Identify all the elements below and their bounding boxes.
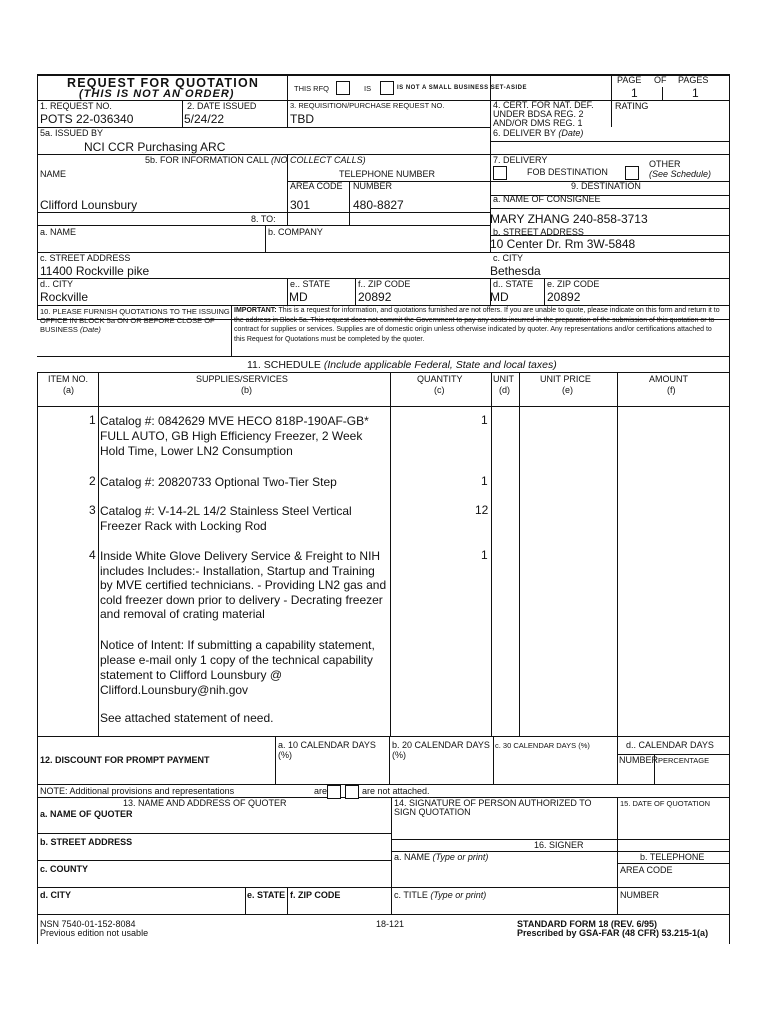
discount-20-pct: (%) — [392, 750, 406, 760]
see-schedule-label: (See Schedule) — [649, 169, 712, 179]
deliver-by-label: 6. DELIVER BY (Date) — [493, 128, 584, 138]
provisions-are-checkbox[interactable] — [327, 785, 341, 799]
quoter-street-label: b. STREET ADDRESS — [40, 837, 133, 847]
to-zip-value: 20892 — [358, 290, 392, 304]
item-no: 2 — [89, 474, 96, 488]
requisition-value: TBD — [290, 112, 314, 126]
item-quantity: 1 — [481, 413, 488, 427]
set-aside-checkbox[interactable] — [336, 81, 350, 95]
item-no: 4 — [89, 548, 96, 562]
to-name-label: a. NAME — [40, 227, 77, 237]
signer-label: 16. SIGNER — [534, 840, 584, 850]
signer-number-label: NUMBER — [620, 890, 660, 900]
to-state-label: e.. STATE — [290, 279, 331, 289]
schedule-title: 11. SCHEDULE (Include applicable Federal, State and local taxes) — [247, 359, 557, 371]
to-street-label: c. STREET ADDRESS — [40, 253, 131, 263]
item-quantity: 1 — [481, 474, 488, 488]
note-are: are — [314, 786, 328, 796]
discount-label: 12. DISCOUNT FOR PROMPT PAYMENT — [40, 755, 210, 765]
dest-street-label: b. STREET ADDRESS — [493, 227, 584, 237]
fob-destination-checkbox[interactable] — [493, 166, 507, 180]
request-no-value: POTS 22-036340 — [40, 112, 134, 126]
note-label: NOTE: Additional provisions and representations — [40, 786, 235, 796]
dest-state-value: MD — [490, 290, 509, 304]
col-quantity-sub: (c) — [434, 385, 445, 395]
note-are-not: are not attached. — [362, 786, 430, 796]
to-zip-label: f.. ZIP CODE — [358, 279, 411, 289]
pages-label: PAGES — [678, 75, 709, 85]
furnish-quotations-label: 10. PLEASE FURNISH QUOTATIONS TO THE ISSUING OFFICE IN BLOCK 5a ON OR BEFORE CLOSE OF BUSINESS (Date) — [40, 307, 230, 334]
quoter-zip-label: f. ZIP CODE — [290, 890, 341, 900]
discount-20-days: b. 20 CALENDAR DAYS — [392, 740, 490, 750]
set-aside-label: IS NOT A SMALL BUSINESS SET-ASIDE — [397, 85, 527, 91]
signer-title-label: c. TITLE (Type or print) — [394, 890, 487, 900]
quoter-county-label: c. COUNTY — [40, 864, 89, 874]
date-issued-value: 5/24/22 — [184, 112, 225, 126]
other-delivery-checkbox[interactable] — [625, 166, 639, 180]
date-issued-label: 2. DATE ISSUED — [187, 101, 257, 111]
quoter-label: 13. NAME AND ADDRESS OF QUOTER — [123, 798, 287, 808]
page-number: 1 — [631, 86, 638, 100]
item-no: 3 — [89, 503, 96, 517]
this-rfq-label: THIS RFQ — [294, 84, 329, 93]
previous-edition-label: Previous edition not usable — [40, 928, 149, 938]
phone-number-value: 480-8827 — [353, 198, 404, 212]
page-count: 1 — [692, 86, 699, 100]
discount-10-pct: (%) — [278, 750, 292, 760]
to-city-value: Rockville — [40, 290, 89, 304]
to-label: 8. TO: — [251, 214, 276, 224]
signature-label: 14. SIGNATURE OF PERSON AUTHORIZED TO SIGN QUOTATION — [394, 798, 592, 817]
issued-by-label: 5a. ISSUED BY — [40, 128, 104, 138]
prescribed-by-label: Prescribed by GSA-FAR (48 CFR) 53.215-1(a) — [517, 928, 709, 938]
not-set-aside-checkbox[interactable] — [380, 81, 394, 95]
quotation-date-label: 15. DATE OF QUOTATION — [620, 799, 711, 808]
col-unit-sub: (d) — [499, 385, 510, 395]
signer-name-label: a. NAME (Type or print) — [394, 852, 489, 862]
discount-percentage: PERCENTAGE — [658, 756, 710, 765]
rfq-form — [37, 74, 730, 944]
item-description: Catalog #: 20820733 Optional Two-Tier Step — [100, 475, 337, 489]
col-item-no: ITEM NO. — [48, 374, 88, 384]
discount-d-days: d.. CALENDAR DAYS — [626, 740, 714, 750]
is-label: IS — [364, 84, 372, 93]
name-label: NAME — [40, 169, 67, 179]
important-notice: IMPORTANT: This is a request for information, and quotations furnished are not offers. If you are unable to quote, please indicate on this form and return it to the address in Block 5a. This request does not commit the Government to pay any costs incurred in the preparation of the submission of this quotation or to contract for supplies or services. Supplies are of domestic origin unless otherwise indicated by quoter. Any representations and/or certifications attached to this Request for Quotations must be completed by the quoter. — [234, 307, 720, 343]
col-item-no-sub: (a) — [63, 385, 74, 395]
request-no-label: 1. REQUEST NO. — [40, 101, 112, 111]
to-company-label: b. COMPANY — [268, 227, 323, 237]
item-no: 1 — [89, 413, 96, 427]
provisions-are-not-checkbox[interactable] — [345, 785, 359, 799]
telephone-label: TELEPHONE NUMBER — [339, 169, 436, 179]
rating-label: RATING — [615, 101, 649, 111]
dest-city-label: c. CITY — [493, 253, 524, 263]
quoter-name-label: a. NAME OF QUOTER — [40, 809, 133, 819]
dest-city-value: Bethesda — [490, 264, 541, 278]
dest-zip-value: 20892 — [547, 290, 581, 304]
see-attached: See attached statement of need. — [100, 711, 274, 725]
col-quantity: QUANTITY — [417, 374, 463, 384]
form-subtitle: (THIS IS NOT AN ORDER) — [79, 88, 235, 100]
page-label: PAGE — [617, 75, 642, 85]
area-code-value: 301 — [290, 198, 311, 212]
other-label: OTHER — [649, 159, 681, 169]
consignee-value: MARY ZHANG 240-858-3713 — [490, 212, 648, 226]
requisition-label: 3. REQUISITION/PURCHASE REQUEST NO. — [290, 101, 445, 110]
destination-label: 9. DESTINATION — [571, 181, 641, 191]
notice-of-intent: Notice of Intent: If submitting a capability statement, please e-mail only 1 copy of the technical capability statement to Clifford Lounsbury @ Clifford.Lounsbury@nih.gov — [100, 638, 375, 697]
fob-destination-label: FOB DESTINATION — [527, 167, 608, 177]
col-unit-price-sub: (e) — [562, 385, 573, 395]
info-call-label: 5b. FOR INFORMATION CALL (NO COLLECT CALLS) — [145, 155, 366, 165]
item-description: Catalog #: 0842629 MVE HECO 818P-190AF-GB* FULL AUTO, GB High Efficiency Freezer, 2 Week Hold Time, Lower LN2 Consumption — [100, 414, 369, 458]
form-code: 18-121 — [376, 919, 405, 929]
signer-telephone-label: b. TELEPHONE — [640, 852, 705, 862]
of-label: OF — [654, 75, 667, 85]
quoter-city-label: d. CITY — [40, 890, 71, 900]
col-amount: AMOUNT — [649, 374, 688, 384]
dest-zip-label: e. ZIP CODE — [547, 279, 600, 289]
dest-street-value: 10 Center Dr. Rm 3W-5848 — [490, 237, 636, 251]
discount-number: NUMBER — [619, 755, 659, 765]
to-street-value: 11400 Rockville pike — [40, 264, 150, 278]
number-label: NUMBER — [353, 181, 393, 191]
contact-name-value: Clifford Lounsbury — [40, 198, 138, 212]
col-unit: UNIT — [493, 374, 514, 384]
area-code-label: AREA CODE — [290, 181, 343, 191]
item-description: Inside White Glove Delivery Service & Freight to NIH includes Includes:- Installation, Startup and Training by MVE certified technicians. - Providing LN2 gas and cold freezer down prior to delivery - Decrating freezer and removal of crating material — [100, 549, 387, 621]
nsn-label: NSN 7540-01-152-8084 — [40, 919, 136, 929]
discount-30-days: c. 30 CALENDAR DAYS (%) — [495, 741, 590, 750]
signer-area-code-label: AREA CODE — [620, 865, 673, 875]
col-supplies: SUPPLIES/SERVICES — [196, 374, 288, 384]
quoter-state-label: e. STATE — [247, 890, 286, 900]
col-supplies-sub: (b) — [241, 385, 252, 395]
delivery-label: 7. DELIVERY — [493, 155, 548, 165]
col-amount-sub: (f) — [667, 385, 676, 395]
item-quantity: 1 — [481, 548, 488, 562]
dest-state-label: d.. STATE — [493, 279, 534, 289]
to-state-value: MD — [289, 290, 308, 304]
issued-by-value: NCI CCR Purchasing ARC — [84, 140, 226, 154]
standard-form-label: STANDARD FORM 18 (REV. 6/95) — [517, 919, 658, 929]
cert-label: 4. CERT. FOR NAT. DEF. UNDER BDSA REG. 2 AND/OR DMS REG. 1 — [493, 100, 594, 128]
discount-10-days: a. 10 CALENDAR DAYS — [278, 740, 376, 750]
item-quantity: 12 — [475, 503, 489, 517]
col-unit-price: UNIT PRICE — [540, 374, 591, 384]
form-title: REQUEST FOR QUOTATION — [67, 76, 260, 90]
consignee-label: a. NAME OF CONSIGNEE — [493, 194, 601, 204]
to-city-label: d.. CITY — [40, 279, 74, 289]
item-description: Catalog #: V-14-2L 14/2 Stainless Steel Vertical Freezer Rack with Locking Rod — [100, 504, 352, 533]
